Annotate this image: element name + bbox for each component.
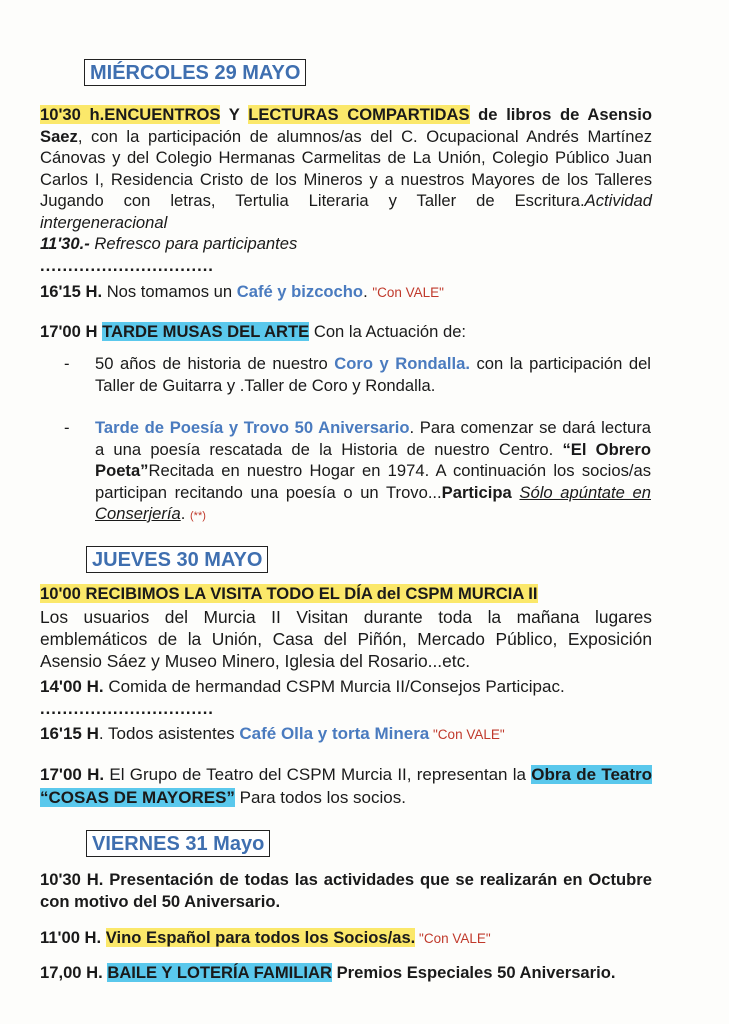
event-vino: 11'00 H. Vino Español para todos los Socios/as. "Con VALE"	[40, 928, 491, 947]
bullet-dash: -	[64, 354, 70, 373]
event-cafe-olla: 16'15 H. Todos asistentes Café Olla y torta Minera "Con VALE"	[40, 724, 505, 743]
event-refresco: 11'30.- Refresco para participantes	[40, 234, 298, 253]
separator-dots: ...............................	[40, 699, 214, 718]
day-header-thursday: JUEVES 30 MAYO	[86, 546, 268, 573]
event-presentacion: 10'30 H. Presentación de todas las actividades que se realizarán en Octubre con motivo del 50 Aniversario.	[40, 870, 652, 911]
event-comida: 14'00 H. Comida de hermandad CSPM Murcia II/Consejos Participac.	[40, 677, 565, 696]
bullet-coro-rondalla: 50 años de historia de nuestro Coro y Rondalla. con la participación del Taller de Guitarra y .Taller de Coro y Rondalla.	[95, 354, 651, 395]
bullet-dash: -	[64, 418, 70, 437]
event-encuentros: 10'30 h.ENCUENTROS Y LECTURAS COMPARTIDAS de libros de Asensio Saez, con la participación de alumnos/as del C. Ocupacional Andrés Martínez Cánovas y del Colegio Hermanas Carmelitas de La Unión, Colegio Público Juan Carlos I, Residencia Cristo de los Mineros y a nuestros Mayores de los Talleres Jugando con letras, Tertulia Literaria y Taller de Escritura.Actividad intergeneracional	[40, 105, 652, 232]
bullet-poesia-trovo: Tarde de Poesía y Trovo 50 Aniversario. Para comenzar se dará lectura a una poesía rescatada de la Historia de nuestro Centro. “El Obrero Poeta”Recitada en nuestro Hogar en 1974. A continuación los socios/as participan recitando una poesía o un Trovo...Participa Sólo apúntate en Conserjería. (**)	[95, 418, 651, 523]
event-cafe-bizcocho: 16'15 H. Nos tomamos un Café y bizcocho. "Con VALE"	[40, 282, 444, 301]
separator-dots: ...............................	[40, 256, 214, 275]
day-header-friday: VIERNES 31 Mayo	[86, 830, 270, 857]
event-baile: 17,00 H. BAILE Y LOTERÍA FAMILIAR Premios Especiales 50 Aniversario.	[40, 963, 616, 982]
event-visita-murcia: 10'00 RECIBIMOS LA VISITA TODO EL DÍA del CSPM MURCIA II	[40, 584, 538, 603]
event-tarde-musas: 17'00 H TARDE MUSAS DEL ARTE Con la Actuación de:	[40, 322, 467, 341]
event-teatro: 17'00 H. El Grupo de Teatro del CSPM Murcia II, representan la Obra de Teatro “COSAS DE MAYORES” Para todos los socios.	[40, 765, 653, 807]
event-visita-text: Los usuarios del Murcia II Visitan durante toda la mañana lugares emblemáticos de la Unión, Casa del Piñón, Mercado Público, Exposición Asensio Sáez y Museo Minero, Iglesia del Rosario...etc.	[40, 607, 652, 671]
day-header-wednesday: MIÉRCOLES 29 MAYO	[84, 59, 306, 86]
